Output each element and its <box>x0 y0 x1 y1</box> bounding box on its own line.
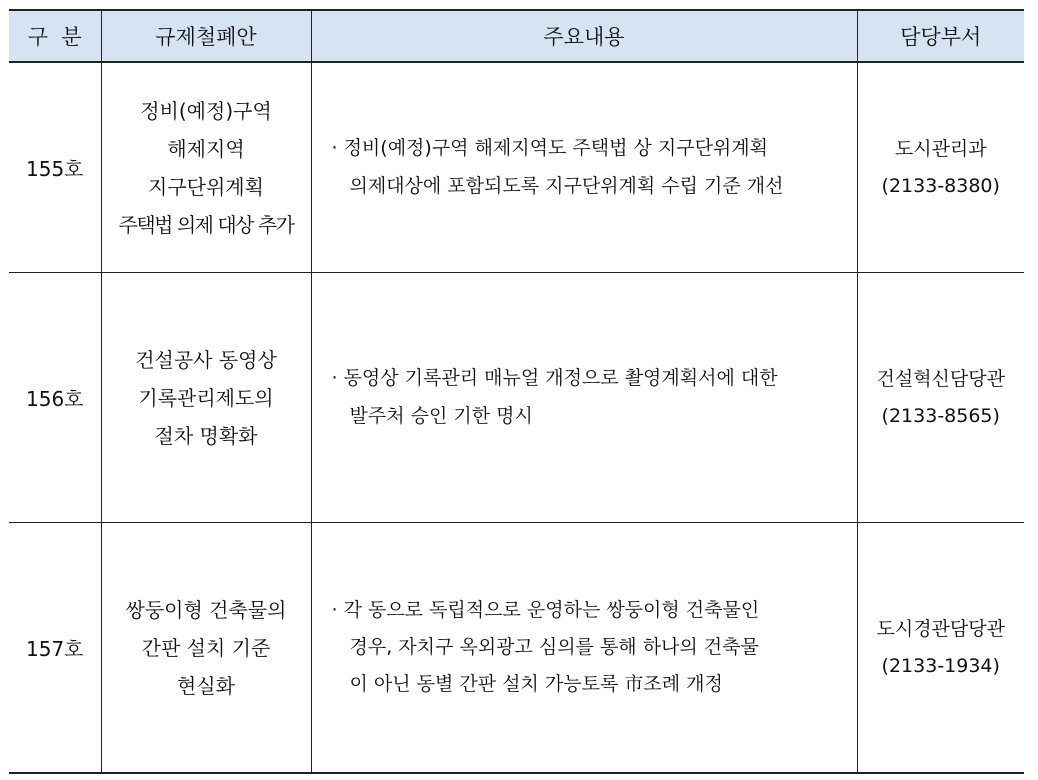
proposal-title-line: 기록관리제도의 <box>138 385 274 410</box>
department-name: 도시경관담당관 <box>876 618 1005 641</box>
content-line: · 각 동으로 독립적으로 운영하는 쌍둥이형 건축물인 <box>331 598 760 621</box>
header-department: 담당부서 <box>857 10 1024 62</box>
proposal-title-line: 정비(예정)구역 <box>140 98 272 123</box>
main-content <box>311 523 857 774</box>
proposal-title-line: 절차 명확화 <box>154 423 258 448</box>
header-category: 구 분 <box>9 10 101 62</box>
row-number: 156호 <box>9 273 101 523</box>
table-row <box>9 62 1024 273</box>
department-name: 건설혁신담당관 <box>876 368 1005 391</box>
proposal-title <box>101 523 311 774</box>
regulation-table <box>9 9 1024 774</box>
proposal-title-line: 쌍둥이형 건축물의 <box>125 597 287 622</box>
proposal-title <box>101 62 311 273</box>
proposal-title-line: 주택법 의제 대상 추가 <box>118 212 294 237</box>
header-proposal: 규제철폐안 <box>101 10 311 62</box>
content-line: 의제대상에 포함되도록 지구단위계획 수립 기준 개선 <box>349 174 784 197</box>
content-line: 이 아닌 동별 간판 설치 가능토록 市조례 개정 <box>349 673 723 696</box>
content-line: 경우, 자치구 옥외광고 심의를 통해 하나의 건축물 <box>349 635 759 658</box>
department <box>857 523 1024 774</box>
table-row <box>9 523 1024 774</box>
proposal-title-line: 간판 설치 기준 <box>141 635 271 660</box>
row-number: 157호 <box>9 523 101 774</box>
content-line: 발주처 승인 기한 명시 <box>349 404 533 427</box>
main-content <box>311 62 857 273</box>
content-line: · 동영상 기록관리 매뉴얼 개정으로 촬영계획서에 대한 <box>331 367 778 390</box>
content-line: · 정비(예정)구역 해제지역도 주택법 상 지구단위계획 <box>331 137 768 160</box>
header-content: 주요내용 <box>311 10 857 62</box>
department-phone: (2133-8565) <box>881 404 1000 427</box>
proposal-title <box>101 273 311 523</box>
department-phone: (2133-8380) <box>881 174 1000 197</box>
proposal-title-line: 현실화 <box>177 673 235 698</box>
department <box>857 62 1024 273</box>
department-name: 도시관리과 <box>894 138 987 161</box>
main-content <box>311 273 857 523</box>
table-row <box>9 273 1024 523</box>
department-phone: (2133-1934) <box>881 654 1000 677</box>
proposal-title-line: 해제지역 <box>167 136 245 161</box>
table-header-row <box>9 10 1024 62</box>
proposal-title-line: 건설공사 동영상 <box>135 347 277 372</box>
department <box>857 273 1024 523</box>
proposal-title-line: 지구단위계획 <box>148 174 264 199</box>
row-number: 155호 <box>9 62 101 273</box>
